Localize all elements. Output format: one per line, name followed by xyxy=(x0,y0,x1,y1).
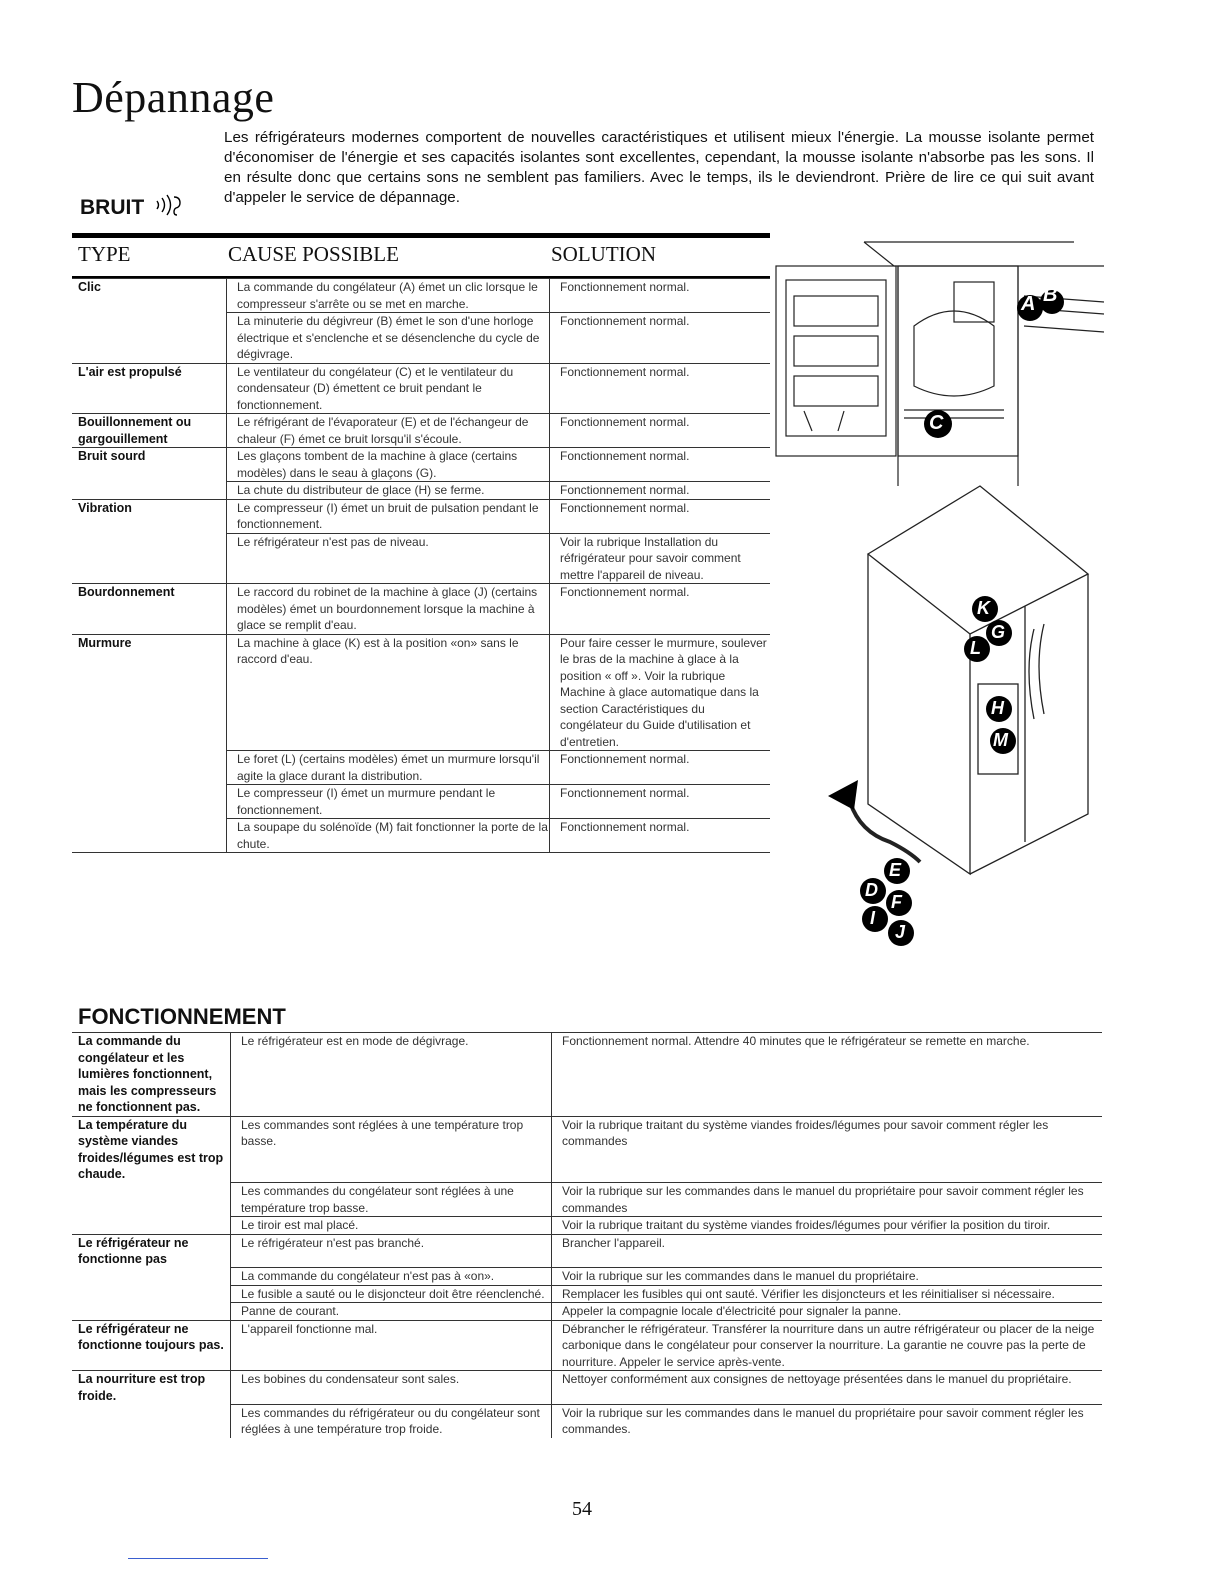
table-row xyxy=(72,533,770,584)
table-row xyxy=(72,448,770,482)
cell-cause: Le réfrigérant de l'évaporateur (E) et de l'échangeur de chaleur (F) émet ce bruit lorsqu'il s'écoule. xyxy=(227,414,550,448)
cell-type: Murmure xyxy=(72,634,227,751)
cell-type: La commande du congélateur et les lumières fonctionnent, mais les compresseurs ne fonctionnent pas. xyxy=(72,1033,231,1117)
cell-cause: Les commandes du réfrigérateur ou du congélateur sont réglées à une température trop froide. xyxy=(231,1404,552,1438)
table-row xyxy=(72,751,770,785)
cell-solution: Fonctionnement normal. xyxy=(550,482,771,500)
callout-k-label: K xyxy=(977,598,990,618)
table-row xyxy=(72,313,770,364)
cell-cause: Le compresseur (I) émet un bruit de pulsation pendant le fonctionnement. xyxy=(227,499,550,533)
callout-l-label: L xyxy=(970,638,981,658)
cell-cause: Panne de courant. xyxy=(231,1303,552,1321)
callout-d-label: D xyxy=(865,880,878,900)
cell-type: Bouillonnement ou gargouillement xyxy=(72,414,227,448)
cell-type: Le réfrigérateur ne fonctionne toujours pas. xyxy=(72,1320,231,1371)
footer-line xyxy=(128,1558,268,1559)
callout-j-label: J xyxy=(895,922,906,942)
cell-cause: Le fusible a sauté ou le disjoncteur doit être réenclenché. xyxy=(231,1285,552,1303)
cell-cause: La soupape du solénoïde (M) fait fonctionner la porte de la chute. xyxy=(227,819,550,853)
cell-cause: Le réfrigérateur n'est pas de niveau. xyxy=(227,533,550,584)
cell-type: La nourriture est trop froide. xyxy=(72,1371,231,1405)
table-row xyxy=(72,363,770,414)
cell-cause: La machine à glace (K) est à la position «on» sans le raccord d'eau. xyxy=(227,634,550,751)
cell-solution: Pour faire cesser le murmure, soulever le bras de la machine à glace à la position « off ». Voir la rubrique Machine à glace automatique dans la section Caractéristiques du congélateur du Guide d'utilisation et d'entretien. xyxy=(550,634,771,751)
cell-cause: La minuterie du dégivreur (B) émet le son d'une horloge électrique et s'enclenche et se désenclenche du cycle de dégivrage. xyxy=(227,313,550,364)
cell-type xyxy=(72,533,227,584)
cell-type: Clic xyxy=(72,279,227,313)
cell-cause: Les glaçons tombent de la machine à glace (certains modèles) dans le seau à glaçons (G). xyxy=(227,448,550,482)
callout-m-label: M xyxy=(993,730,1008,750)
table-row xyxy=(72,499,770,533)
cell-solution: Voir la rubrique sur les commandes dans le manuel du propriétaire pour savoir comment régler les commandes. xyxy=(552,1404,1103,1438)
table-row xyxy=(72,634,770,751)
callout-a-label: A xyxy=(1021,293,1036,315)
bruit-label: BRUIT xyxy=(80,196,145,219)
cell-solution: Fonctionnement normal. xyxy=(550,414,771,448)
cell-cause: Les bobines du condensateur sont sales. xyxy=(231,1371,552,1405)
cell-solution: Voir la rubrique Installation du réfrigérateur pour savoir comment mettre l'appareil de niveau. xyxy=(550,533,771,584)
cell-type: La température du système viandes froides/légumes est trop chaude. xyxy=(72,1116,231,1183)
table-row xyxy=(72,819,770,853)
callout-c-label: C xyxy=(929,412,944,434)
cell-type xyxy=(72,1303,231,1321)
cell-solution: Voir la rubrique traitant du système viandes froides/légumes pour vérifier la position du tiroir. xyxy=(552,1217,1103,1235)
table-row xyxy=(72,1303,1102,1321)
cell-solution: Fonctionnement normal. xyxy=(550,584,771,635)
cell-cause: Le raccord du robinet de la machine à glace (J) (certains modèles) émet un bourdonnement lorsque la machine à glace se remplit d'eau. xyxy=(227,584,550,635)
fonctionnement-table xyxy=(72,1032,1102,1438)
cell-solution: Nettoyer conformément aux consignes de nettoyage présentées dans le manuel du propriétaire. xyxy=(552,1371,1103,1405)
table-row xyxy=(72,1234,1102,1268)
table-row xyxy=(72,1217,1102,1235)
cell-type xyxy=(72,751,227,785)
cell-cause: Les commandes sont réglées à une température trop basse. xyxy=(231,1116,552,1183)
table-row xyxy=(72,1033,1102,1117)
bruit-heading xyxy=(80,193,184,223)
cell-solution: Fonctionnement normal. xyxy=(550,448,771,482)
section-rule xyxy=(72,233,770,238)
callout-i-label: I xyxy=(870,908,876,928)
cell-type: Bourdonnement xyxy=(72,584,227,635)
header-type: TYPE xyxy=(78,242,131,266)
table-row xyxy=(72,1116,1102,1183)
cell-solution: Fonctionnement normal. xyxy=(550,363,771,414)
header-solution: SOLUTION xyxy=(551,242,656,266)
cell-cause: L'appareil fonctionne mal. xyxy=(231,1320,552,1371)
callout-e-label: E xyxy=(889,860,902,880)
table-row xyxy=(72,279,770,313)
cell-solution: Brancher l'appareil. xyxy=(552,1234,1103,1268)
callout-g-label: G xyxy=(991,622,1006,642)
cell-type xyxy=(72,1217,231,1235)
cell-type xyxy=(72,1183,231,1217)
header-cause: CAUSE POSSIBLE xyxy=(228,242,399,266)
table-row xyxy=(72,1404,1102,1438)
cell-cause: Le tiroir est mal placé. xyxy=(231,1217,552,1235)
cell-cause: Le compresseur (I) émet un murmure pendant le fonctionnement. xyxy=(227,785,550,819)
page-number: 54 xyxy=(572,1498,592,1520)
cell-type xyxy=(72,785,227,819)
cell-solution: Fonctionnement normal. xyxy=(550,751,771,785)
table-row xyxy=(72,584,770,635)
table-row xyxy=(72,1268,1102,1286)
cell-cause: Le ventilateur du congélateur (C) et le ventilateur du condensateur (D) émettent ce bruit pendant le fonctionnement. xyxy=(227,363,550,414)
cell-solution: Voir la rubrique sur les commandes dans le manuel du propriétaire pour savoir comment régler les commandes xyxy=(552,1183,1103,1217)
cell-cause: La chute du distributeur de glace (H) se ferme. xyxy=(227,482,550,500)
table-row xyxy=(72,482,770,500)
cell-cause: La commande du congélateur n'est pas à «on». xyxy=(231,1268,552,1286)
cell-solution: Voir la rubrique traitant du système viandes froides/légumes pour savoir comment régler les commandes xyxy=(552,1116,1103,1183)
bruit-intro: Les réfrigérateurs modernes comportent de nouvelles caractéristiques et utilisent mieux l'énergie. La mousse isolante permet d'économiser de l'énergie et ses capacités isolantes sont excellentes, cependant, la mousse isolante n'absorbe pas les sons. Il en résulte donc que certains sons ne semblent pas familiers. Avec le temps, ils le deviendront. Prière de lire ce qui suit avant d'appeler le service de dépannage. xyxy=(224,129,1094,206)
sound-waves-icon xyxy=(154,193,184,223)
table-row xyxy=(72,414,770,448)
cell-solution: Voir la rubrique sur les commandes dans le manuel du propriétaire. xyxy=(552,1268,1103,1286)
cell-cause: Le foret (L) (certains modèles) émet un murmure lorsqu'il agite la glace durant la distribution. xyxy=(227,751,550,785)
cell-solution: Fonctionnement normal. Attendre 40 minutes que le réfrigérateur se remette en marche. xyxy=(552,1033,1103,1117)
cell-cause: Le réfrigérateur n'est pas branché. xyxy=(231,1234,552,1268)
table-row xyxy=(72,1371,1102,1405)
cell-solution: Fonctionnement normal. xyxy=(550,819,771,853)
cell-solution: Fonctionnement normal. xyxy=(550,279,771,313)
callout-f-label: F xyxy=(891,892,902,912)
table-row xyxy=(72,1285,1102,1303)
cell-type: Bruit sourd xyxy=(72,448,227,482)
cell-type xyxy=(72,1285,231,1303)
callout-h-label: H xyxy=(991,698,1004,718)
page-title: Dépannage xyxy=(72,73,275,122)
table-row xyxy=(72,785,770,819)
bruit-table xyxy=(72,278,770,853)
cell-type: L'air est propulsé xyxy=(72,363,227,414)
cell-type: Le réfrigérateur ne fonctionne pas xyxy=(72,1234,231,1268)
cell-type xyxy=(72,313,227,364)
cell-type xyxy=(72,1268,231,1286)
cell-type xyxy=(72,819,227,853)
cell-type xyxy=(72,482,227,500)
table-row xyxy=(72,1183,1102,1217)
fridge-interior-illustration xyxy=(774,236,1104,486)
cell-solution: Fonctionnement normal. xyxy=(550,785,771,819)
cell-cause: Les commandes du congélateur sont réglées à une température trop basse. xyxy=(231,1183,552,1217)
cell-type: Vibration xyxy=(72,499,227,533)
fridge-exterior-illustration xyxy=(820,484,1120,904)
cell-type xyxy=(72,1404,231,1438)
fonctionnement-heading: FONCTIONNEMENT xyxy=(78,1004,286,1029)
cell-solution: Fonctionnement normal. xyxy=(550,313,771,364)
cell-solution: Débrancher le réfrigérateur. Transférer la nourriture dans un autre réfrigérateur ou placer de la neige carbonique dans le congélateur pour conserver la nourriture. La garantie ne couvre pas la perte de nourriture. Appeler le service après-vente. xyxy=(552,1320,1103,1371)
cell-solution: Remplacer les fusibles qui ont sauté. Vérifier les disjoncteurs et les réinitialiser si nécessaire. xyxy=(552,1285,1103,1303)
callout-b-label: B xyxy=(1043,284,1058,306)
cell-cause: La commande du congélateur (A) émet un clic lorsque le compresseur s'arrête ou se met en marche. xyxy=(227,279,550,313)
cell-cause: Le réfrigérateur est en mode de dégivrage. xyxy=(231,1033,552,1117)
cell-solution: Fonctionnement normal. xyxy=(550,499,771,533)
cell-solution: Appeler la compagnie locale d'électricité pour signaler la panne. xyxy=(552,1303,1103,1321)
table-row xyxy=(72,1320,1102,1371)
